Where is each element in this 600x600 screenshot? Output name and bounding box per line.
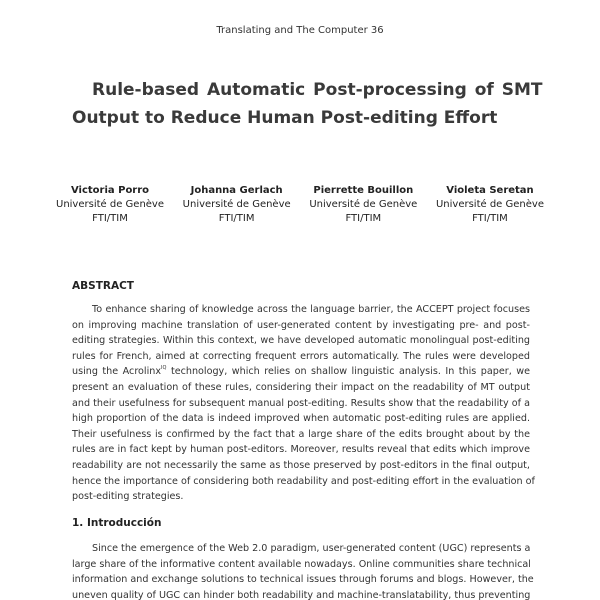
title-line-1: Rule-based Automatic Post-processing of SMT	[92, 80, 543, 100]
author-affiliation: Université de Genève	[435, 199, 544, 210]
introduction-line: uneven quality of UGC can hinder both readability and machine-translatability, thus preventing	[72, 589, 531, 600]
author-list	[50, 184, 550, 226]
author-affiliation: Université de Genève	[182, 199, 291, 210]
introduction-heading: 1. Introducción	[72, 517, 162, 529]
author-department: FTI/TIM	[472, 213, 508, 224]
author-affiliation: Université de Genève	[309, 199, 418, 210]
author-affiliation: Université de Genève	[56, 199, 164, 210]
introduction-body	[72, 541, 534, 600]
introduction-line: large share of the informative content available nowadays. Online communities share technical	[72, 558, 531, 570]
abstract-heading: ABSTRACT	[72, 280, 134, 292]
abstract-line: readability are not necessarily the same as those preserved by post-editors in the final output,	[72, 459, 530, 471]
abstract-line: high proportion of the data is indeed improved when automatic post-editing rules are applied.	[72, 413, 530, 425]
author-name: Johanna Gerlach	[190, 185, 283, 196]
author-department: FTI/TIM	[92, 213, 128, 224]
author-department: FTI/TIM	[218, 213, 255, 224]
abstract-line: present an evaluation of these rules, considering their impact on the readability of MT output	[72, 381, 530, 393]
abstract-line: rules are in fact kept by human post-editors. Moreover, results reveal that edits which improve	[72, 444, 530, 456]
author-name: Victoria Porro	[70, 185, 150, 196]
title-line-2: Output to Reduce Human Post-editing Effort	[72, 108, 498, 128]
abstract-line: post-editing strategies.	[72, 491, 184, 503]
author-block	[177, 184, 297, 226]
abstract-line: hence the importance of considering both readability and post-editing effort in the evaluation of	[72, 475, 535, 487]
author-block	[303, 184, 423, 226]
acrolinx-prefix: using the Acrolinx	[72, 366, 162, 378]
author-block	[50, 184, 170, 226]
abstract-line: on improving machine translation of user-generated content by investigating pre- and post-	[72, 319, 530, 331]
abstract-line: editing strategies. Within this context, we have developed automatic monolingual post-editing	[72, 335, 530, 347]
author-block	[430, 184, 550, 226]
abstract-line: Their usefulness is confirmed by the fact that a large share of the edits brought about by the	[72, 428, 530, 440]
abstract-line: and their usefulness for subsequent manual post-editing. Results show that the readability of a	[72, 397, 530, 409]
author-department: FTI/TIM	[345, 213, 382, 224]
abstract-body	[72, 302, 535, 505]
introduction-line: information and exchange solutions to technical issues through forums and blogs. However, the	[72, 574, 534, 586]
abstract-line: rules for French, aimed at correcting frequent errors automatically. The rules were developed	[72, 350, 530, 362]
acrolinx-superscript: IQ	[161, 365, 167, 372]
abstract-line-rest: technology, which relies on shallow linguistic analysis. In this paper, we	[170, 366, 530, 378]
introduction-line: Since the emergence of the Web 2.0 paradigm, user-generated content (UGC) represents a	[92, 543, 531, 554]
running-header: Translating and The Computer 36	[216, 25, 384, 36]
author-name: Violeta Seretan	[446, 185, 534, 196]
paper-title	[72, 76, 543, 132]
author-name: Pierrette Bouillon	[313, 185, 414, 196]
abstract-line: To enhance sharing of knowledge across the language barrier, the ACCEPT project focuses	[92, 304, 530, 315]
abstract-line	[72, 364, 530, 380]
